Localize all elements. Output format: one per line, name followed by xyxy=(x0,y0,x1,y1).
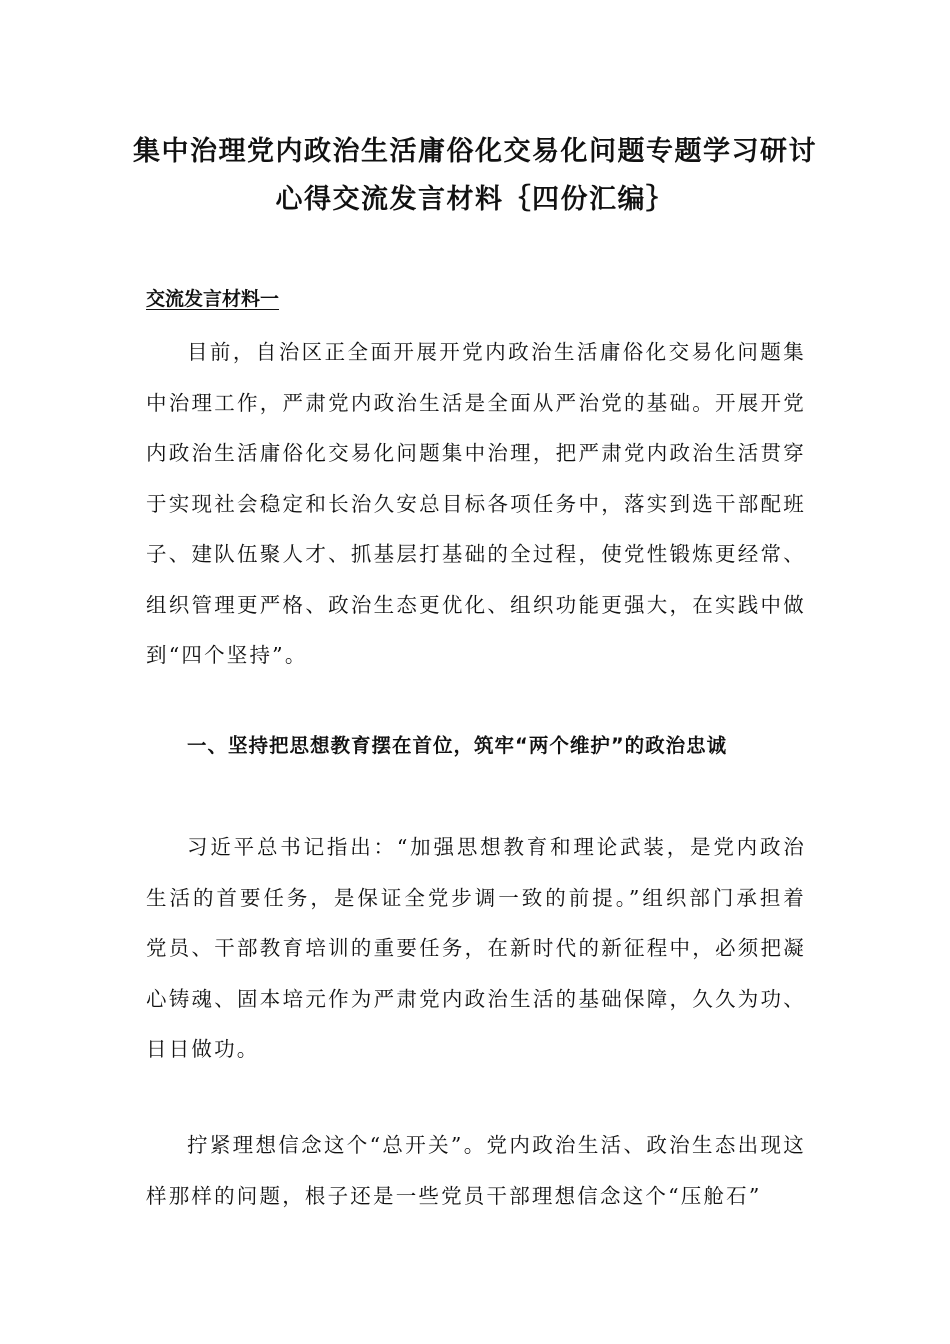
body-paragraph-2: 习近平总书记指出：“加强思想教育和理论武装，是党内政治生活的首要任务，是保证全党步调一致的前提。”组织部门承担着党员、干部教育培训的重要任务，在新时代的新征程中，必须把凝心铸魂、固本培元作为严肃党内政治生活的基础保障，久久为功、日日做功。 xyxy=(146,835,806,1061)
section-label: 交流发言材料一 xyxy=(146,288,280,310)
body-paragraph-1: 目前，自治区正全面开展开党内政治生活庸俗化交易化问题集中治理工作，严肃党内政治生活是全面从严治党的基础。开展开党内政治生活庸俗化交易化问题集中治理，把严肃党内政治生活贯穿于实现社会稳定和长治久安总目标各项任务中，落实到选干部配班子、建队伍聚人才、抓基层打基础的全过程，使党性锻炼更经常、组织管理更严格、政治生态更优化、组织功能更强大，在实践中做到“四个坚持”。 xyxy=(146,340,806,667)
body-paragraph-3: 拧紧理想信念这个“总开关”。党内政治生活、政治生态出现这样那样的问题，根子还是一些党员干部理想信念这个“压舱石” xyxy=(146,1133,806,1208)
document-title: 集中治理党内政治生活庸俗化交易化问题专题学习研讨心得交流发言材料｛四份汇编｝ xyxy=(133,136,817,215)
section-heading-1: 一、坚持把思想教育摆在首位，筑牢“两个维护”的政治忠诚 xyxy=(187,734,728,757)
